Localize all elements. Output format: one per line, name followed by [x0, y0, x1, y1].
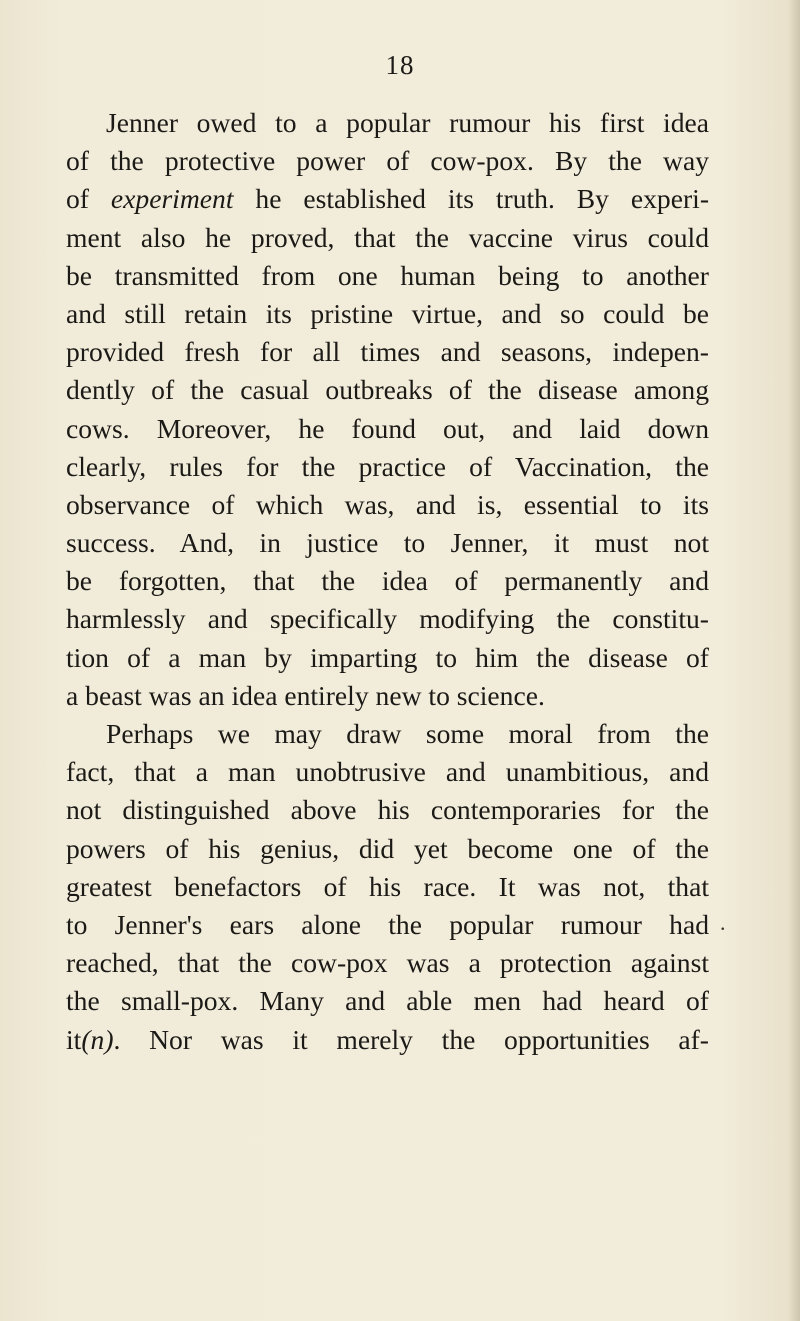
text-fragment: it [66, 1023, 82, 1055]
text-fragment: of [66, 183, 111, 215]
text-line: be forgotten, that the idea of permanently and [66, 565, 709, 597]
text-line: tion of a man by imparting to him the disease of [66, 641, 709, 673]
text-line: provided fresh for all times and seasons, indepen- [66, 336, 709, 368]
text-line [66, 180, 709, 218]
text-line: Perhaps we may draw some moral from the [106, 718, 709, 749]
text-line [66, 1021, 709, 1059]
text-line: fact, that a man unobtrusive and unambitious, and [66, 756, 709, 788]
italic-word: experiment [110, 183, 234, 215]
text-line: ment also he proved, that the vaccine virus could [66, 221, 709, 253]
text-line: cows. Moreover, he found out, and laid down [66, 412, 709, 444]
text-line: not distinguished above his contemporaries for the [66, 794, 709, 826]
text-line: reached, that the cow-pox was a protection against [66, 947, 709, 979]
text-line: be transmitted from one human being to another [66, 259, 709, 291]
text-line: clearly, rules for the practice of Vaccination, the [66, 450, 709, 482]
text-line: a beast was an idea entirely new to science. [66, 679, 545, 711]
footnote-reference: (n) [81, 1023, 114, 1055]
stray-ink-mark: . [720, 910, 726, 935]
text-line: success. And, in justice to Jenner, it must not [66, 527, 709, 559]
text-line: to Jenner's ears alone the popular rumour had [66, 908, 709, 940]
body-text [66, 104, 709, 1059]
text-line: of the protective power of cow-pox. By the way [66, 145, 709, 177]
text-line: and still retain its pristine virtue, and so could be [66, 297, 709, 329]
text-line: harmlessly and specifically modifying the constitu- [66, 603, 709, 635]
text-line: greatest benefactors of his race. It was not, that [66, 870, 709, 902]
text-line: observance of which was, and is, essential to its [66, 488, 709, 520]
text-line: the small-pox. Many and able men had heard of [66, 985, 709, 1017]
text-fragment: he established its truth. By experi- [233, 183, 710, 215]
text-line: Jenner owed to a popular rumour his first idea [106, 107, 709, 138]
page-number: 18 [385, 50, 415, 80]
text-line: powers of his genius, did yet become one of the [66, 832, 709, 864]
page-edge-shadow [788, 0, 800, 1321]
text-line: dently of the casual outbreaks of the disease among [66, 374, 709, 406]
text-fragment: . Nor was it merely the opportunities af- [113, 1023, 709, 1055]
